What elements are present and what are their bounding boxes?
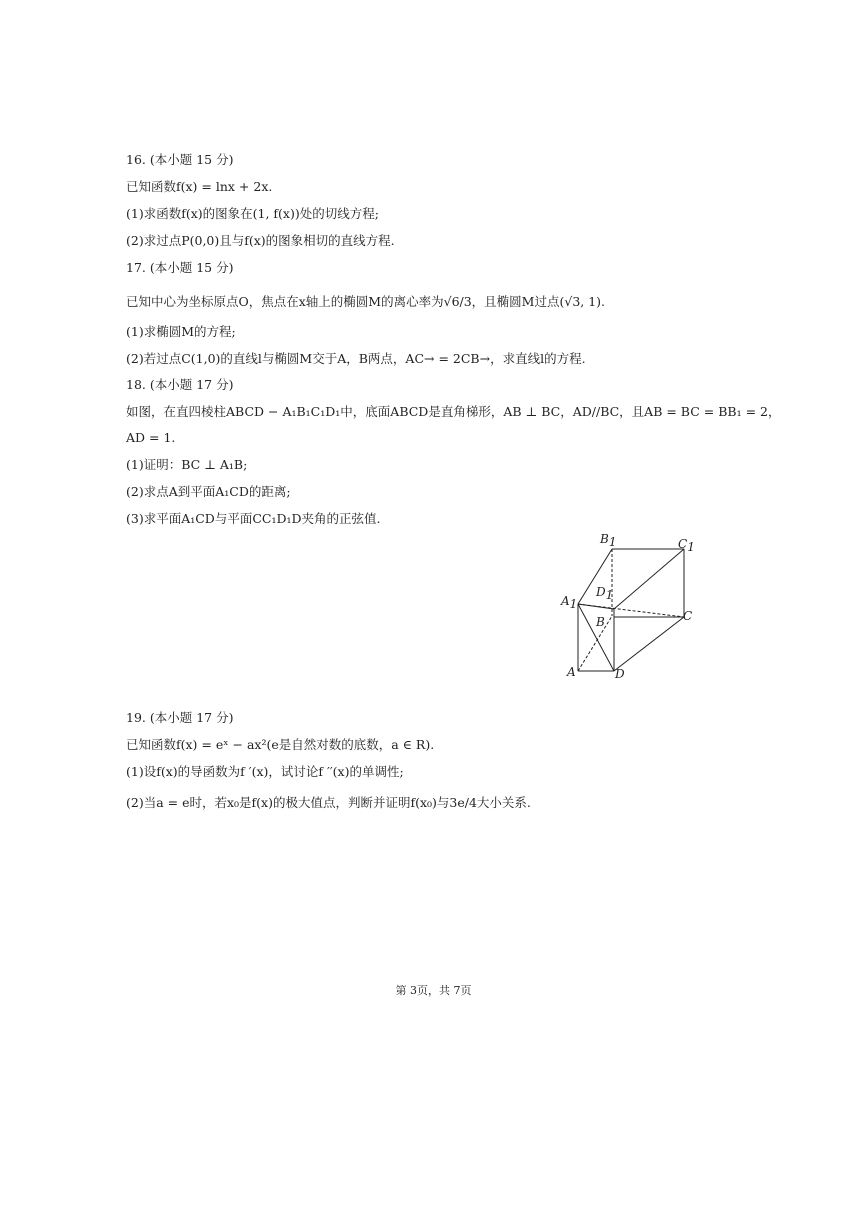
label-C: C (683, 609, 693, 623)
problem-18-stem: 如图，在直四棱柱ABCD − A₁B₁C₁D₁中，底面ABCD是直角梯形，AB ⊥ BC，AD//BC，且AB = BC = BB₁ = 2， (126, 404, 781, 419)
problem-17-stem: 已知中心为坐标原点O，焦点在x轴上的椭圆M的离心率为√6/3，且椭圆M过点(√3, 1). (126, 294, 606, 309)
problem-18-stem-continued: AD = 1. (126, 430, 176, 445)
problem-16-title: 16. (本小题 15 分) (126, 152, 234, 167)
label-B1: B1 (600, 532, 617, 549)
problem-18-title: 18. (本小题 17 分) (126, 377, 234, 392)
problem-18-part-3: (3)求平面A₁CD与平面CC₁D₁D夹角的正弦值. (126, 511, 381, 526)
label-D: D (615, 667, 625, 681)
problem-17-part-2: (2)若过点C(1,0)的直线l与椭圆M交于A，B两点，AC→ = 2CB→，求直线l的方程. (126, 351, 586, 366)
problem-17-title: 17. (本小题 15 分) (126, 260, 234, 275)
problem-16-part-1: (1)求函数f(x)的图象在(1, f(x))处的切线方程; (126, 206, 379, 221)
problem-16-stem: 已知函数f(x) = lnx + 2x. (126, 179, 273, 194)
problem-19-part-1: (1)设f(x)的导函数为f ′(x)，试讨论f ′′(x)的单调性; (126, 764, 404, 779)
label-D1: D1 (596, 585, 614, 602)
label-A: A (567, 665, 576, 679)
problem-19-stem: 已知函数f(x) = eˣ − ax²(e是自然对数的底数，a ∈ R). (126, 737, 435, 752)
label-C1: C1 (678, 537, 695, 554)
problem-17-part-1: (1)求椭圆M的方程; (126, 324, 236, 339)
problem-18-part-1: (1)证明：BC ⊥ A₁B; (126, 457, 248, 472)
problem-18-part-2: (2)求点A到平面A₁CD的距离; (126, 484, 291, 499)
problem-16-part-2: (2)求过点P(0,0)且与f(x)的图象相切的直线方程. (126, 233, 395, 248)
problem-19-part-2: (2)当a = e时，若x₀是f(x)的极大值点，判断并证明f(x₀)与3e/4大小关系. (126, 795, 531, 810)
label-B: B (596, 615, 605, 629)
problem-19-title: 19. (本小题 17 分) (126, 710, 234, 725)
label-A1: A1 (561, 594, 578, 611)
prism-figure (556, 528, 716, 688)
page-footer: 第 3页，共 7页 (395, 984, 472, 997)
vertex-labels (560, 532, 695, 681)
